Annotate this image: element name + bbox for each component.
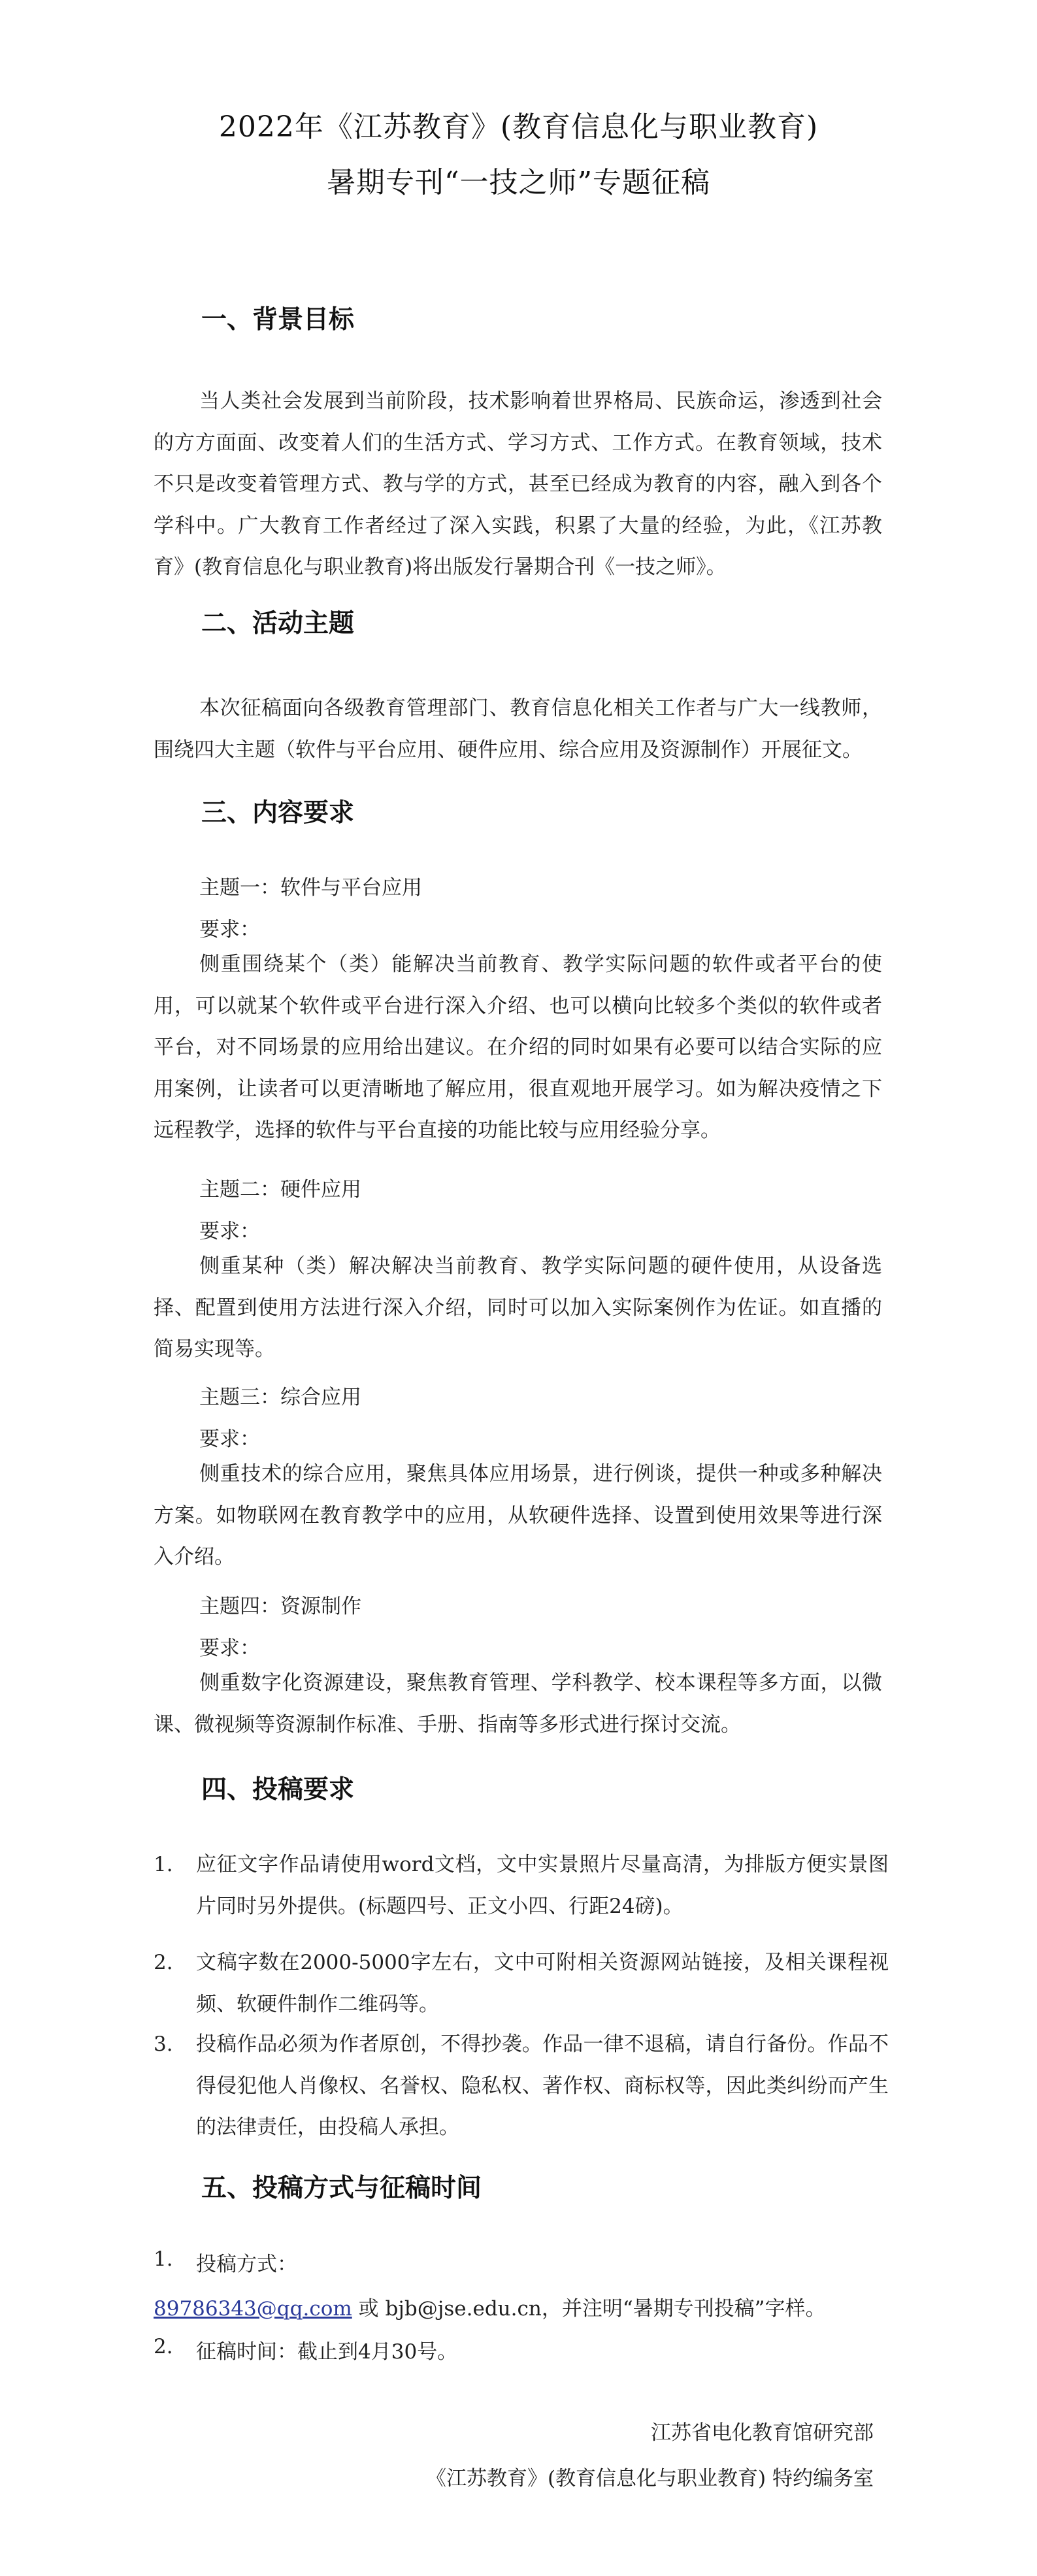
method-item-label: 投稿方式：	[196, 2253, 297, 2276]
list-item	[154, 1844, 892, 1929]
topic-3-label: 主题三：综合应用	[199, 1386, 361, 1409]
email-line	[154, 2292, 826, 2321]
deadline-item-number: 2.	[154, 2335, 173, 2358]
title-line-2: 暑期专刊“一技之师”专题征稿	[327, 166, 710, 199]
topic-4-paragraph: 侧重数字化资源建设，聚焦教育管理、学科教学、校本课程等多方面，以微课、微视频等资源制作标准、手册、指南等多形式进行探讨交流。	[154, 1671, 882, 1736]
theme-paragraph: 本次征稿面向各级教育管理部门、教育信息化相关工作者与广大一线教师，围绕四大主题（软件与平台应用、硬件应用、综合应用及资源制作）开展征文。	[154, 696, 882, 762]
topic-3-paragraph: 侧重技术的综合应用，聚焦具体应用场景，进行例谈，提供一种或多种解决方案。如物联网在教育教学中的应用，从软硬件选择、设置到使用效果等进行深入介绍。	[154, 1462, 882, 1569]
topic-2-requirement-label: 要求：	[199, 1220, 260, 1243]
list-item-number: 3.	[154, 2032, 173, 2056]
topic-4-label: 主题四：资源制作	[199, 1595, 361, 1618]
topic-2-label: 主题二：硬件应用	[199, 1178, 361, 1201]
topic-4-requirement-label: 要求：	[199, 1637, 260, 1660]
list-item-number: 1.	[154, 1853, 173, 1876]
topic-1-requirement-label: 要求：	[199, 918, 260, 941]
method-item-number: 1.	[154, 2247, 173, 2271]
signature-line-2: 《江苏教育》(教育信息化与职业教育) 特约编务室	[425, 2467, 874, 2490]
section-heading-content: 三、内容要求	[201, 798, 355, 828]
list-item	[154, 1942, 892, 2027]
background-paragraph: 当人类社会发展到当前阶段，技术影响着世界格局、民族命运，渗透到社会的方方面面、改变着人们的生活方式、学习方式、工作方式。在教育领域，技术不只是改变着管理方式、教与学的方式，甚至已经成为教育的内容，融入到各个学科中。广大教育工作者经过了深入实践，积累了大量的经验，为此，《江苏教育》(教育信息化与职业教育)将出版发行暑期合刊《一技之师》。	[154, 389, 882, 579]
title-line-1: 2022年《江苏教育》(教育信息化与职业教育)	[218, 110, 819, 144]
list-item-text: 文稿字数在2000-5000字左右，文中可附相关资源网站链接，及相关课程视频、软硬件制作二维码等。	[196, 1951, 889, 2016]
topic-1-label: 主题一：软件与平台应用	[199, 876, 422, 900]
email-link[interactable]: 89786343@qq.com	[154, 2297, 352, 2321]
section-heading-submission-method: 五、投稿方式与征稿时间	[201, 2174, 482, 2203]
topic-1-paragraph: 侧重围绕某个（类）能解决当前教育、教学实际问题的软件或者平台的使用，可以就某个软件或平台进行深入介绍、也可以横向比较多个类似的软件或者平台，对不同场景的应用给出建议。在介绍的同时如果有必要可以结合实际的应用案例，让读者可以更清晰地了解应用，很直观地开展学习。如为解决疫情之下远程教学，选择的软件与平台直接的功能比较与应用经验分享。	[154, 953, 882, 1142]
list-item-text: 应征文字作品请使用word文档，文中实景照片尽量高清，为排版方便实景图片同时另外提供。(标题四号、正文小四、行距24磅)。	[196, 1853, 889, 1918]
list-item-text: 投稿作品必须为作者原创，不得抄袭。作品一律不退稿，请自行备份。作品不得侵犯他人肖像权、名誉权、隐私权、著作权、商标权等，因此类纠纷而产生的法律责任，由投稿人承担。	[196, 2032, 889, 2139]
list-item	[154, 2024, 892, 2155]
topic-2-paragraph: 侧重某种（类）解决解决当前教育、教学实际问题的硬件使用，从设备选择、配置到使用方法进行深入介绍，同时可以加入实际案例作为佐证。如直播的简易实现等。	[154, 1254, 882, 1361]
section-heading-submission-requirements: 四、投稿要求	[201, 1775, 355, 1804]
section-heading-background: 一、背景目标	[201, 305, 355, 334]
section-heading-theme: 二、活动主题	[201, 609, 355, 638]
deadline-text: 征稿时间：截止到4月30号。	[196, 2340, 458, 2364]
topic-3-requirement-label: 要求：	[199, 1427, 260, 1451]
list-item-number: 2.	[154, 1951, 173, 1974]
email-note: 或 bjb@jse.edu.cn，并注明“暑期专刊投稿”字样。	[358, 2297, 826, 2321]
signature-line-1: 江苏省电化教育馆研究部	[651, 2421, 874, 2445]
